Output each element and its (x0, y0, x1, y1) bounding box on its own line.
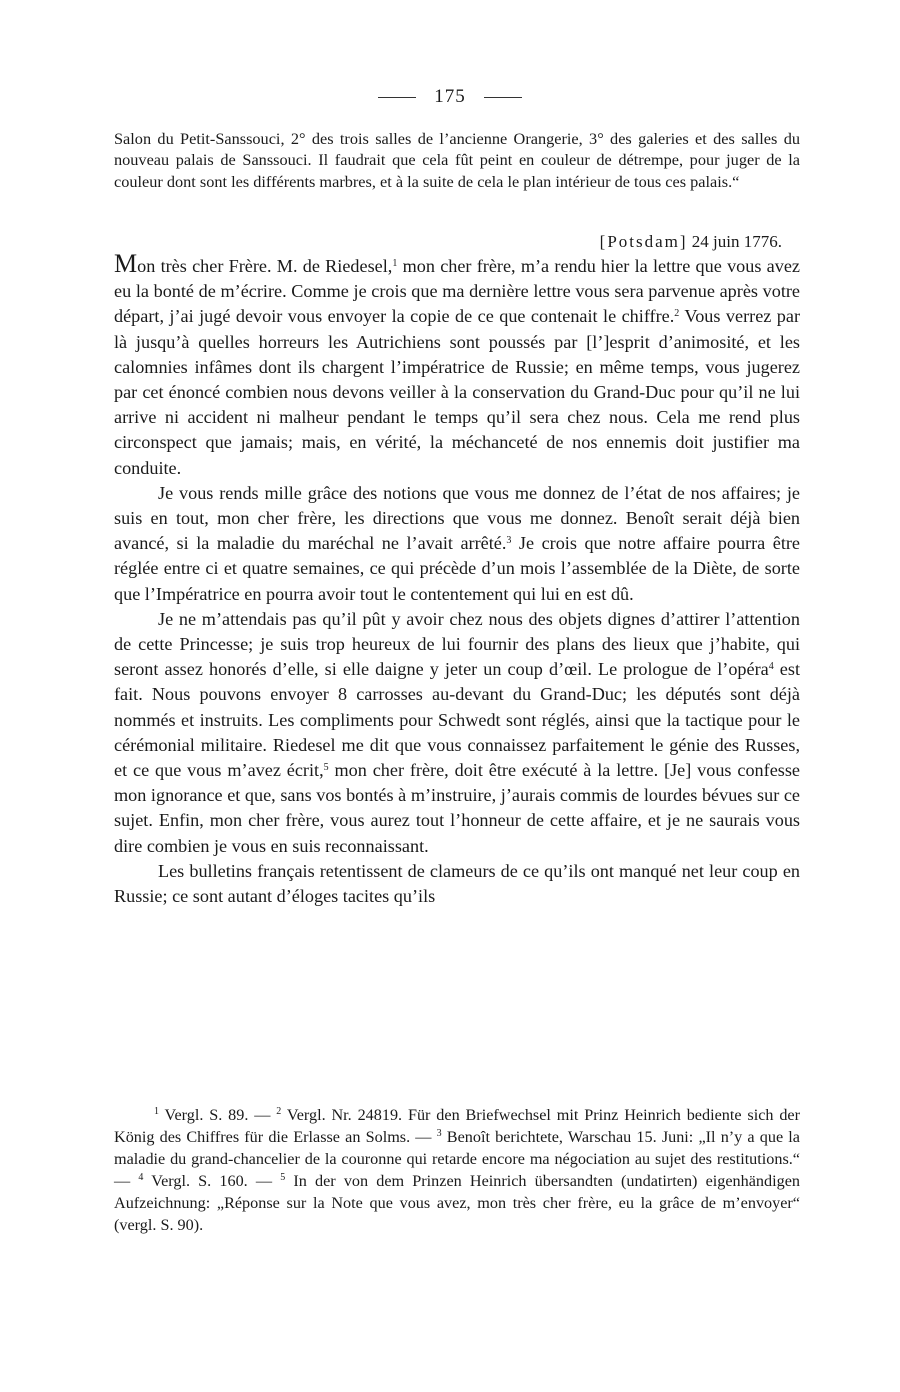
footnote-marker: 3 (506, 535, 512, 547)
letter-paragraph-1 (114, 249, 801, 481)
footnote-marker: 5 (280, 1172, 286, 1183)
footnotes (114, 1104, 800, 1236)
carry-over-text: Salon du Petit-Sanssouci, 2° des trois salles de l’ancienne Orangerie, 3° des galeries et des salles du nouveau palais de Sanssouci. Il faudrait que cela fût peint en couleur de détrempe, pour juger de la couleur dont sont les différents marbres, et à la suite de cela le plan intérieur de tous ces palais.“ (114, 129, 800, 191)
paragraph-text: mon cher frère, m’a rendu hier la lettre que vous avez eu la bonté de m’écrire. Comme je crois que ma dernière lettre vous sera parvenue après votre départ, j’ai jugé devoir vous envoyer la copie de ce que contenait le chiffre. (114, 256, 800, 327)
paragraph-text: on très cher Frère. M. de Riedesel, (137, 256, 393, 276)
footnote-marker: 3 (436, 1128, 442, 1139)
dateline (600, 232, 782, 252)
footnote-marker: 1 (392, 258, 398, 269)
letter-body (114, 249, 801, 909)
paragraph-text: Je crois que notre affaire pourra être réglée entre ci et quatre semaines, ce qui précède d’un mois l’assemblée de la Diète, de sorte que l’Impératrice en pourra avoir tout le contentement qui lui en est dû. (114, 533, 800, 604)
footnote-entry: In der von dem Prinzen Heinrich übersandten (undatirten) eigenhändigen Aufzeichnung: „Réponse sur la Note que vous avez, mon très cher frère, eu la grâce de m’envoyer“ (vergl. S. 90). (114, 1172, 800, 1234)
footnote-entry: Benoît berichtete, Warschau 15. Juni: „Il n’y a que la maladie du grand-chancelier de la couronne qui retarde encore ma négociation au sujet des restitutions.“ — (114, 1128, 800, 1190)
page-number: 175 (434, 86, 466, 107)
footnote-entry: Vergl. Nr. 24819. Für den Briefwechsel mit Prinz Heinrich bediente sich der König des Chiffres für die Erlasse an Solms. — (114, 1106, 800, 1146)
footnote-entry: Vergl. S. 160. — (143, 1172, 281, 1190)
paragraph-text: mon cher frère, doit être exécuté à la lettre. [Je] vous confesse mon ignorance et que, sans vos bontés à m’instruire, j’aurais commis de lourdes bévues sur ce sujet. Enfin, mon cher frère, vous aurez tout l’honneur de cette affaire, et je ne saurais vous dire combien je vous en suis reconnaissant. (114, 760, 800, 856)
dateline-date: 24 juin 1776. (691, 232, 782, 251)
footnote-marker: 5 (323, 762, 329, 774)
dateline-place: [Potsdam] (599, 232, 688, 251)
header-rule-left (378, 97, 416, 98)
footnote-marker: 2 (276, 1106, 282, 1117)
footnote-entry: Vergl. S. 89. — (159, 1106, 277, 1124)
letter-paragraph-4: Les bulletins français retentissent de clameurs de ce qu’ils ont manqué net leur coup en Russie; ce sont autant d’éloges tacites qu’ils (114, 860, 800, 907)
paragraph-text: Vous verrez par là jusqu’à quelles horreurs les Autrichiens sont poussés par [l’]esprit d’animosité, et les calomnies infâmes dont ils chargent l’impératrice de Russie; en même temps, vous jugerez par cet énoncé combien nous devons veiller à la conservation du Grand-Duc pour qu’il ne lui arrive ni accident ni malheur pendant le temps qu’il sera chez nous. Cela me rend plus circonspect que jamais; mais, en vérité, la méchanceté de nos ennemis doit justifier ma conduite. (114, 306, 801, 478)
drop-initial: M (114, 249, 138, 278)
footnote-marker: 1 (154, 1106, 159, 1117)
paragraph-text: Je vous rends mille grâce des notions que vous me donnez de l’état de nos affaires; je suis en tout, mon cher frère, les directions que vous me donnez. Benoît serait déjà bien avancé, si la maladie du maréchal ne l’avait arrêté. (114, 482, 800, 554)
header-rule-right (484, 97, 522, 98)
footnote-text (114, 1104, 800, 1236)
page-header (0, 86, 900, 108)
paragraph-text: est fait. Nous pouvons envoyer 8 carrosses au-devant du Grand-Duc; les députés sont déjà nommés et instruits. Les compliments pour Schwedt sont réglés, ainsi que la tactique pour le cérémonial militaire. Riedesel me dit que vous connaissez parfaitement le génie des Russes, et ce que vous m’avez écrit, (114, 659, 800, 781)
paragraph-text: Je ne m’attendais pas qu’il pût y avoir chez nous des objets dignes d’attirer l’attention de cette Princesse; je suis trop heureux de lui fournir des plans des lieux que j’habite, qui seront assez honorés d’elle, si elle daigne y jeter un coup d’œil. Le prologue de l’opéra (114, 608, 800, 680)
footnote-marker: 4 (138, 1172, 144, 1183)
footnote-marker: 4 (768, 661, 774, 673)
letter-paragraph-3 (114, 607, 800, 859)
footnote-marker: 2 (674, 308, 680, 320)
letter-paragraph-2 (114, 481, 800, 607)
